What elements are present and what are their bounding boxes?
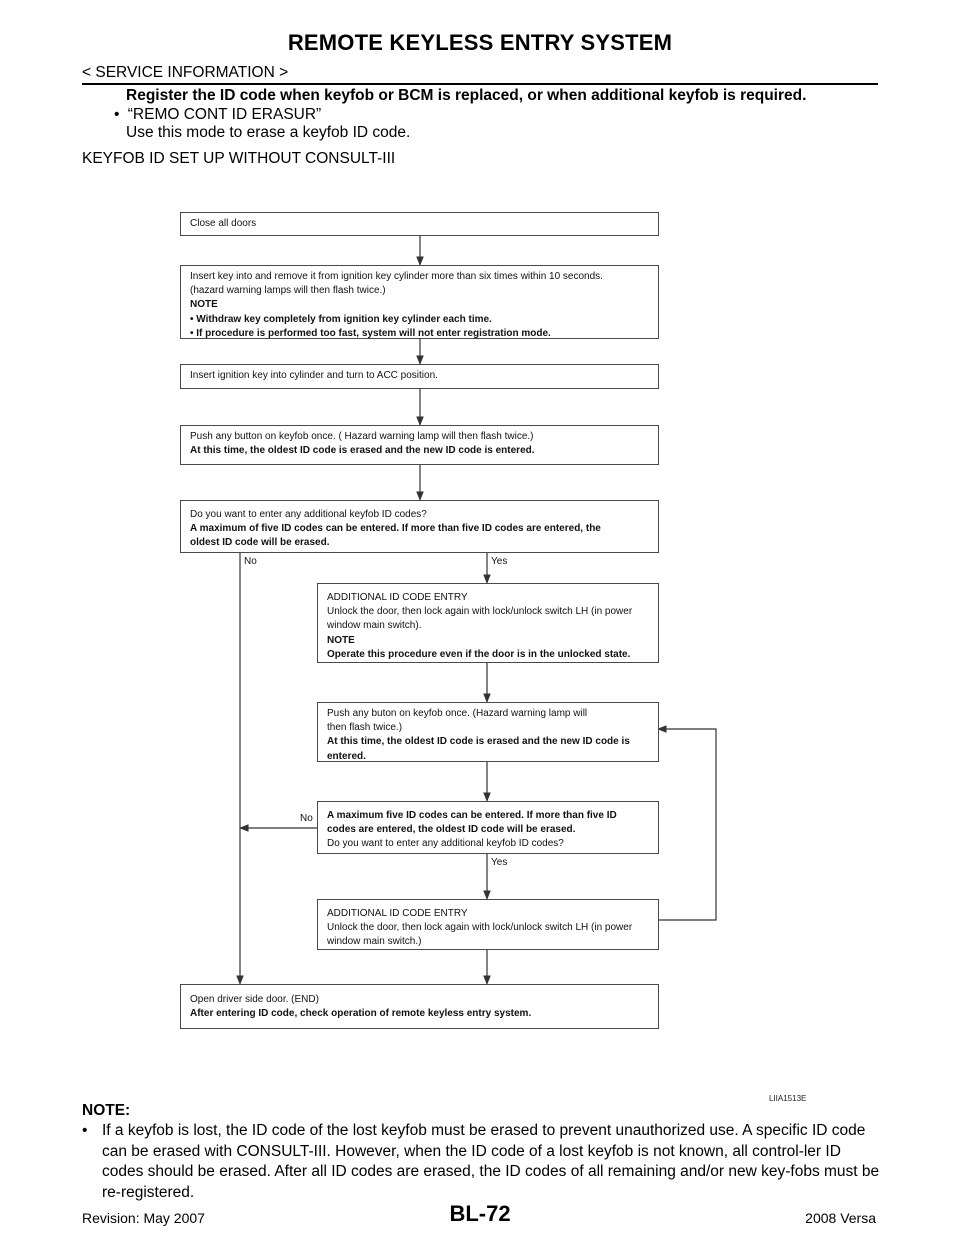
note-body: [82, 1121, 882, 1203]
step-text-bold: entered.: [327, 750, 366, 762]
step-text-bold: codes are entered, the oldest ID code will be erased.: [327, 824, 576, 836]
loop-back-line: [658, 729, 716, 920]
bullet-mark: •: [114, 106, 120, 123]
flow-step-insert-remove-key: [180, 265, 659, 339]
step-text: Unlock the door, then lock again with lock/unlock switch LH (in power: [327, 606, 633, 618]
step-text: Open driver side door. (END): [190, 994, 319, 1005]
step-text: window main switch).: [327, 620, 422, 632]
step-text-bold: oldest ID code will be erased.: [190, 537, 330, 549]
label-yes: Yes: [491, 556, 508, 567]
note-text: If a keyfob is lost, the ID code of the lost keyfob must be erased to prevent unauthorized use. A specific ID code can be erased with CONSULT-III. However, when the ID code of a lost keyfob is not known, all control-ler ID codes should be erased. After all ID codes are erased, the ID codes of all remaining and/or new key-fobs must be re-registered.: [102, 1122, 880, 1201]
step-text-bold: At this time, the oldest ID code is erased and the new ID code is entered.: [190, 445, 535, 457]
label-yes: Yes: [491, 857, 508, 868]
flow-step-push-button: [180, 425, 659, 465]
step-text: window main switch.): [327, 936, 422, 948]
step-note-label: NOTE: [327, 634, 355, 646]
step-text: Insert key into and remove it from ignition key cylinder more than six times within 10 seconds.: [190, 271, 603, 282]
step-note: • Withdraw key completely from ignition key cylinder each time.: [190, 313, 492, 325]
step-text: Unlock the door, then lock again with lock/unlock switch LH (in power: [327, 922, 633, 934]
step-text-bold: A maximum of five ID codes can be entered. If more than five ID codes are entered, the: [190, 523, 601, 535]
footer-page-number: BL-72: [449, 1201, 511, 1226]
bullet-mark: •: [82, 1122, 88, 1139]
flow-decision-additional: [180, 500, 659, 553]
footer-model: 2008 Versa: [805, 1210, 876, 1226]
step-text: ADDITIONAL ID CODE ENTRY: [327, 908, 468, 919]
section-heading: KEYFOB ID SET UP WITHOUT CONSULT-III: [82, 150, 396, 167]
flow-decision-maximum: [317, 801, 659, 854]
flow-step-push-button-2: [317, 702, 659, 762]
step-note: Operate this procedure even if the door is in the unlocked state.: [327, 648, 631, 660]
step-text: Do you want to enter any additional keyfob ID codes?: [190, 509, 427, 520]
step-text: (hazard warning lamps will then flash twice.): [190, 285, 386, 297]
footer-revision: Revision: May 2007: [82, 1210, 205, 1226]
step-text: Insert ignition key into cylinder and turn to ACC position.: [190, 370, 438, 381]
page-title: REMOTE KEYLESS ENTRY SYSTEM: [287, 30, 673, 55]
label-no: No: [300, 813, 313, 824]
mode-name: “REMO CONT ID ERASUR”: [127, 106, 322, 123]
step-text: Push any buton on keyfob once. (Hazard warning lamp will: [327, 708, 588, 719]
step-text-bold: After entering ID code, check operation of remote keyless entry system.: [190, 1008, 532, 1020]
flow-step-close-doors: [180, 212, 659, 236]
intro-lead: Register the ID code when keyfob or BCM is replaced, or when additional keyfob is required.: [126, 87, 807, 104]
step-note: • If procedure is performed too fast, system will not enter registration mode.: [190, 327, 551, 339]
step-note-label: NOTE: [190, 299, 218, 311]
step-text-bold: At this time, the oldest ID code is erased and the new ID code is: [327, 736, 630, 748]
step-text: ADDITIONAL ID CODE ENTRY: [327, 592, 468, 603]
figure-id: LIIA1513E: [769, 1094, 807, 1103]
step-text: then flash twice.): [327, 722, 403, 734]
label-no: No: [244, 556, 257, 567]
flow-step-turn-acc: [180, 364, 659, 389]
note-heading: NOTE:: [82, 1102, 131, 1119]
step-text: Push any button on keyfob once. ( Hazard warning lamp will then flash twice.): [190, 431, 534, 442]
step-text: Close all doors: [190, 218, 257, 229]
step-text: Do you want to enter any additional keyfob ID codes?: [327, 838, 564, 850]
step-text-bold: A maximum five ID codes can be entered. If more than five ID: [327, 810, 617, 821]
flow-step-additional-entry-1: [317, 583, 659, 663]
flow-step-end: [180, 984, 659, 1029]
mode-description: Use this mode to erase a keyfob ID code.: [126, 124, 411, 141]
flow-step-additional-entry-2: [317, 899, 659, 950]
section-label: < SERVICE INFORMATION >: [82, 64, 289, 81]
